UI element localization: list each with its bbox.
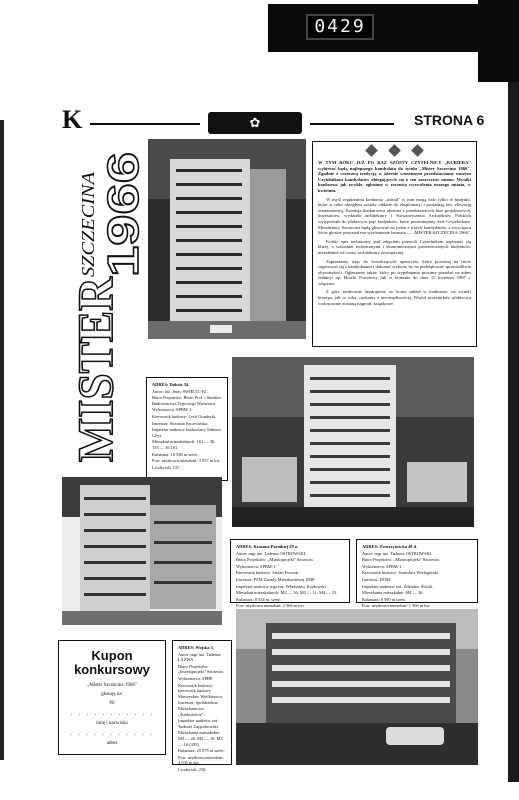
info-row: Pow. użytkowa mieszkań: 1 966 m kw.: [362, 603, 431, 609]
info-row: Liczba izb: 137.: [152, 464, 181, 470]
info-row: Wykonawca: SPBM-1.: [152, 407, 193, 413]
candidate-3-info: [356, 539, 478, 609]
candidate-4-info: [172, 640, 232, 772]
photo-building-2: [232, 357, 474, 527]
candidate-2-info: [230, 539, 350, 609]
title-szczecina: SZCZECINA: [78, 183, 98, 277]
info-row: Wykonawca: SPBP.: [178, 675, 213, 681]
coupon-name-label: imię i nazwisko: [96, 721, 128, 726]
header-rule-left: [90, 123, 200, 125]
header-rule-right: [310, 123, 394, 125]
diamond-icon: [411, 144, 424, 157]
info-row: Kierownik budowy: Stefan Powiak.: [236, 570, 299, 576]
info-row: Pow. użytkowa mieszkań: 3 935 m kw.: [178, 754, 224, 766]
info-row: Inwestor: PZM Zasady Mieszkaniowej ZMP.: [236, 576, 316, 582]
info-row: Biuro Projektów: „Miastoprojekt" Szczecin.: [362, 557, 440, 563]
info-row: Pow. użytkowa mieszkań: 3 937 m kw.: [152, 458, 221, 464]
candidate-1-info: [146, 377, 228, 481]
info-row: Autor: mgr inż. Tadeusz OSTROWSKI.: [362, 550, 433, 556]
info-row: Inspektor nadzoru: mgr inż. Władysław Kozłowski.: [236, 583, 327, 589]
scan-right-edge: [508, 82, 519, 782]
coupon-address-line: . . . . . . . . . . .: [69, 731, 155, 737]
diamond-icon: [365, 144, 378, 157]
ornament-diamonds: [318, 146, 471, 155]
title-mister: MISTER: [67, 264, 123, 462]
coupon-title-1: Kupon: [91, 648, 133, 663]
info-row: Wykonawca: SPBM-1.: [236, 563, 277, 569]
info-row: Inwestor: Stocznia Szczecińska.: [152, 420, 209, 426]
info-row: ADRES: Dubois 34.: [152, 382, 190, 387]
intro-paragraph: Z góry serdecznie dziękujemy za liczny udział w konkursie, na wyniki którego, jak co roku, czekamy z niecierpliwością. Wśród uczestników plebiscytu rozlosowane zostaną nagrody książkowe.: [318, 289, 471, 306]
info-row: Kierownik budowy: Lech Gondecki.: [152, 413, 217, 419]
coupon-contest-name: „Mister Szczecina 1966": [87, 683, 137, 688]
intro-paragraph: Zapraszamy więc do świadczących sprawców, które powinną na liście sugerować się z kandydatami i dokonać wyboru, by na podziękować sprawiedliwie obywatelowi. Ogłaszamy także, który po wypełnieniu prosimy przesłać na adres redakcji np. Hotelu Przodowy lub w terminie do dnia 15 kwietnia 1967 r. włącznie.: [318, 258, 471, 286]
info-row: Kubatura: 25 075 m sześc.: [178, 748, 225, 754]
info-row: Inspektor nadzoru: budowlany Tadeusz Chyż.: [152, 427, 221, 438]
photo-building-4: [236, 609, 478, 765]
info-row: Mieszkań mieszkalnych: 161 — 36, 153 — 36 161.: [152, 439, 216, 450]
newspaper-page: [50, 95, 505, 785]
page-number: STRONA 6: [414, 112, 485, 128]
contest-coupon: [58, 640, 166, 755]
intro-paragraph: W TYM ROKU JUŻ PO RAZ SZÓSTY CZYTELNICY „KURIERA" wybierać będą najlepszego kandydata do tytułu „Mister Szczecina 1966". Zgodnie z coroczną tradycją w okresie wiosennym przedstawiamy naszym Czytelnikom kandydatów obiegających się o ten zaszczytny miano. Wyniki konkursu, jak zwykle, ogłosimy w rocznicę wyzwolenia naszego miasta, w kwietniu.: [318, 160, 471, 193]
coupon-name-line: . . . . . . . . . . .: [69, 711, 155, 717]
photo-building-1: [148, 139, 306, 339]
info-row: Kubatura: 8 534 m. sześć.: [236, 596, 282, 602]
info-row: Inwestor: DOM.: [362, 576, 392, 582]
info-row: Mieszkań mieszkalnych: M2 — 36, M3 — 11, M4 — 33.: [236, 590, 338, 596]
info-row: Inspektor nadzoru: inż. Tadeusz Zajączkowski.: [178, 718, 219, 729]
intro-paragraph: W myśl regulaminu konkursu „udział" w nim mogą brać tylko te budynki, które w roku ubiegłym zostały oddane do eksploatacji i posiadają tzw. elewację ornamentową. Komisja konkursowa złożona z przedstawicieli biur projektowych, inwestorów, wydziału architektury i Stowarzyszenia Architektów Polskich wytypowała do plebiscytu pięć budynków, które prezentujemy dziś Czytelnikom. Mieszkańcy Szczecina będą głosować na jeden z trzech kandydatów, a zwycięzca liście głosów przyznał mu wyróżnienie laureata — „MISTER SZCZECINA 1966".: [318, 196, 471, 236]
vertical-title: [64, 137, 148, 467]
photo-building-3: [62, 477, 222, 625]
frame-counter: 0429: [306, 14, 374, 40]
diamond-icon: [388, 144, 401, 157]
info-row: Biuro Projektów: „Inwestprojekt" Szczecin.: [178, 663, 224, 675]
intro-article: [312, 141, 477, 347]
info-row: Liczba izb: 230.: [178, 766, 207, 772]
info-row: Kierownik budowy: Stanisław Wielogórski.: [362, 570, 440, 576]
info-row: Kubatura: 10 590 m sześc.: [152, 451, 199, 457]
info-row: Mieszkania mieszkalne: M3 — 26, M2 — 19, M3 — 1S (393).: [178, 730, 223, 747]
info-row: Autor: inż. Jerzy ŚWIECIC-KI.: [152, 388, 208, 394]
info-row: ADRES: Krasnoa Parnikiej 29 a.: [236, 544, 299, 549]
info-row: Biuro Projektów: Biuro Prof. i Studiów Budownictwa Typowego Warszawa.: [152, 395, 222, 406]
coupon-vote-label: głosuję na:: [101, 692, 123, 697]
scan-film-edge: [478, 0, 519, 82]
section-letter: K: [62, 105, 83, 134]
info-row: Wykonawca: SPBM-1.: [362, 563, 403, 569]
info-row: Autor: mgr inż. Tadeusz OSTROWSKI.: [236, 550, 307, 556]
intro-paragraph: Krótki opis techniczny pod zdjęciem pozwoli Czytelnikom zapoznać się bliżej, a walorami technicznymi i ekonomicznymi prezentowanych budynków, niezależnie od oceny architektury zewnętrznej.: [318, 238, 471, 255]
info-row: Inspektor nadzoru: inż. Zdzisław Śliwik.: [362, 583, 434, 589]
header-logo: ✿: [208, 112, 302, 134]
info-row: Inwestor: Spółdzielnia Mieszkaniowa „Śródmieście".: [178, 700, 218, 717]
info-row: Mieszkania mieszkalne: M4 — 36.: [362, 590, 424, 596]
coupon-title-2: konkursowy: [74, 662, 150, 677]
info-row: Kubatura: 8 590 m sześc.: [362, 596, 407, 602]
info-row: Autor: mgr inż. Tadeusz ŁYŻWA.: [178, 651, 221, 663]
coupon-address-label: adres: [106, 741, 118, 746]
info-row: ADRES: Wojska 3.: [178, 645, 214, 650]
coupon-nr-label: Nr: [109, 701, 115, 706]
info-row: ADRES: Zwierzyniecka 48 d.: [362, 544, 418, 549]
title-year: 1966: [99, 179, 148, 277]
scan-left-edge: [0, 120, 4, 760]
info-row: Kierownik budowy: kierownik budowy Mieczysław Wielkiewicz.: [178, 682, 224, 699]
info-row: Biuro Projektów: „Miastoprojekt" Szczecin.: [236, 557, 314, 563]
info-row: Pow. użytkowa mieszkań: 2 966 m kw.: [236, 603, 305, 609]
